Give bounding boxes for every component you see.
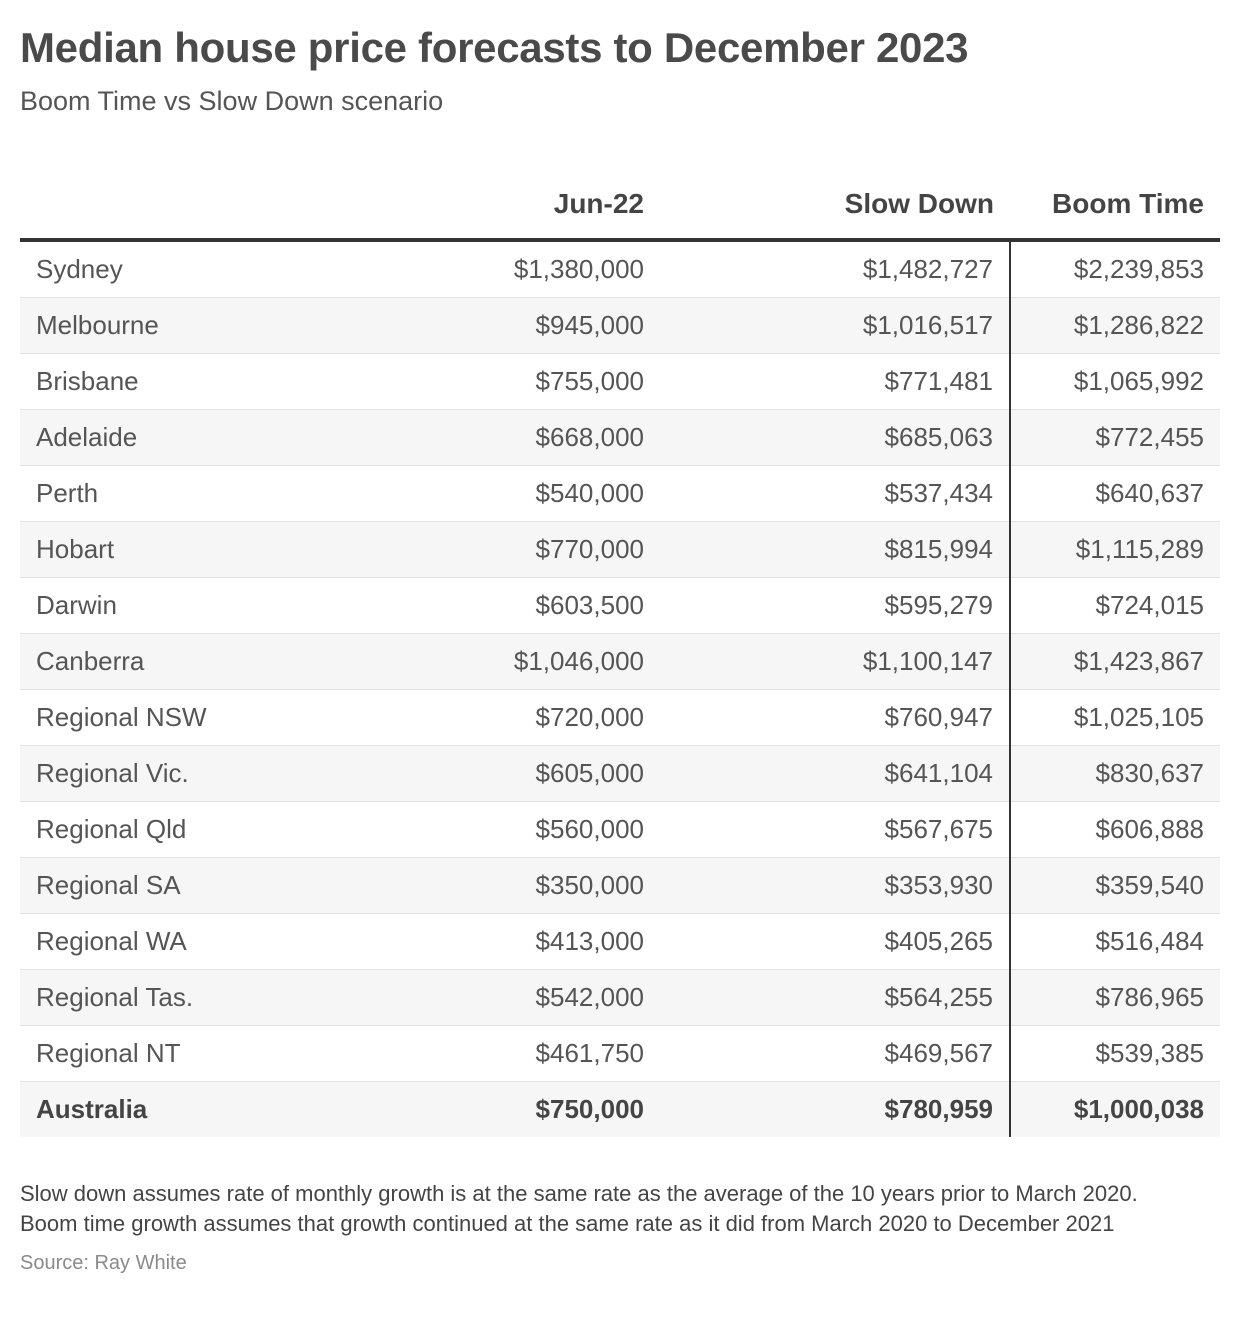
jun22-cell: $1,046,000 [370, 634, 660, 690]
column-header-slow-down: Slow Down [660, 186, 1010, 240]
slow-down-cell: $564,255 [660, 970, 1010, 1026]
slow-down-cell: $641,104 [660, 746, 1010, 802]
jun22-cell: $461,750 [370, 1026, 660, 1082]
region-cell: Regional WA [20, 914, 370, 970]
slow-down-cell: $595,279 [660, 578, 1010, 634]
boom-time-cell: $640,637 [1010, 466, 1220, 522]
table-header-row [20, 186, 1220, 240]
region-cell: Regional NSW [20, 690, 370, 746]
table-row [20, 240, 1220, 298]
footnotes [20, 1179, 1220, 1239]
table-row [20, 634, 1220, 690]
boom-time-cell: $772,455 [1010, 410, 1220, 466]
jun22-cell: $1,380,000 [370, 240, 660, 298]
footnote-boom-time: Boom time growth assumes that growth continued at the same rate as it did from March 2020 to December 2021 [20, 1211, 1115, 1236]
source-note: Source: Ray White [20, 1252, 187, 1274]
boom-time-cell: $1,065,992 [1010, 354, 1220, 410]
region-cell: Regional Qld [20, 802, 370, 858]
region-cell: Regional NT [20, 1026, 370, 1082]
region-cell: Canberra [20, 634, 370, 690]
slow-down-cell: $771,481 [660, 354, 1010, 410]
slow-down-cell: $1,482,727 [660, 240, 1010, 298]
boom-time-cell: $1,025,105 [1010, 690, 1220, 746]
table-row [20, 298, 1220, 354]
region-cell: Regional Tas. [20, 970, 370, 1026]
region-cell: Australia [20, 1082, 370, 1138]
forecast-table [20, 186, 1220, 1137]
column-header-region [20, 186, 370, 240]
table-body [20, 240, 1220, 1137]
slow-down-cell: $567,675 [660, 802, 1010, 858]
table-row-total [20, 1082, 1220, 1138]
table-row [20, 1026, 1220, 1082]
jun22-cell: $350,000 [370, 858, 660, 914]
column-header-boom-time: Boom Time [1010, 186, 1220, 240]
boom-time-cell: $724,015 [1010, 578, 1220, 634]
chart-container [20, 24, 1220, 1277]
boom-time-cell: $1,115,289 [1010, 522, 1220, 578]
jun22-cell: $603,500 [370, 578, 660, 634]
slow-down-cell: $760,947 [660, 690, 1010, 746]
table-row [20, 466, 1220, 522]
table-row [20, 746, 1220, 802]
chart-subtitle: Boom Time vs Slow Down scenario [20, 86, 444, 116]
jun22-cell: $413,000 [370, 914, 660, 970]
slow-down-cell: $685,063 [660, 410, 1010, 466]
table-row [20, 802, 1220, 858]
region-cell: Brisbane [20, 354, 370, 410]
jun22-cell: $720,000 [370, 690, 660, 746]
region-cell: Perth [20, 466, 370, 522]
footnote-slow-down: Slow down assumes rate of monthly growth is at the same rate as the average of the 10 years prior to March 2020. [20, 1181, 1138, 1206]
table-row [20, 410, 1220, 466]
region-cell: Melbourne [20, 298, 370, 354]
jun22-cell: $605,000 [370, 746, 660, 802]
table-row [20, 578, 1220, 634]
jun22-cell: $542,000 [370, 970, 660, 1026]
boom-time-cell: $786,965 [1010, 970, 1220, 1026]
table-row [20, 690, 1220, 746]
boom-time-cell: $1,000,038 [1010, 1082, 1220, 1138]
slow-down-cell: $1,016,517 [660, 298, 1010, 354]
slow-down-cell: $780,959 [660, 1082, 1010, 1138]
region-cell: Hobart [20, 522, 370, 578]
boom-time-cell: $2,239,853 [1010, 240, 1220, 298]
table-row [20, 522, 1220, 578]
table-row [20, 970, 1220, 1026]
boom-time-cell: $606,888 [1010, 802, 1220, 858]
region-cell: Regional SA [20, 858, 370, 914]
table-row [20, 858, 1220, 914]
jun22-cell: $560,000 [370, 802, 660, 858]
slow-down-cell: $1,100,147 [660, 634, 1010, 690]
jun22-cell: $770,000 [370, 522, 660, 578]
boom-time-cell: $516,484 [1010, 914, 1220, 970]
column-header-jun22: Jun-22 [370, 186, 660, 240]
boom-time-cell: $1,423,867 [1010, 634, 1220, 690]
slow-down-cell: $537,434 [660, 466, 1010, 522]
jun22-cell: $668,000 [370, 410, 660, 466]
boom-time-cell: $830,637 [1010, 746, 1220, 802]
table-row [20, 354, 1220, 410]
table-row [20, 914, 1220, 970]
slow-down-cell: $353,930 [660, 858, 1010, 914]
chart-title: Median house price forecasts to December 2023 [20, 24, 969, 71]
region-cell: Darwin [20, 578, 370, 634]
boom-time-cell: $1,286,822 [1010, 298, 1220, 354]
slow-down-cell: $815,994 [660, 522, 1010, 578]
region-cell: Sydney [20, 240, 370, 298]
boom-time-cell: $359,540 [1010, 858, 1220, 914]
jun22-cell: $750,000 [370, 1082, 660, 1138]
slow-down-cell: $469,567 [660, 1026, 1010, 1082]
slow-down-cell: $405,265 [660, 914, 1010, 970]
jun22-cell: $755,000 [370, 354, 660, 410]
boom-time-cell: $539,385 [1010, 1026, 1220, 1082]
jun22-cell: $945,000 [370, 298, 660, 354]
region-cell: Adelaide [20, 410, 370, 466]
region-cell: Regional Vic. [20, 746, 370, 802]
jun22-cell: $540,000 [370, 466, 660, 522]
